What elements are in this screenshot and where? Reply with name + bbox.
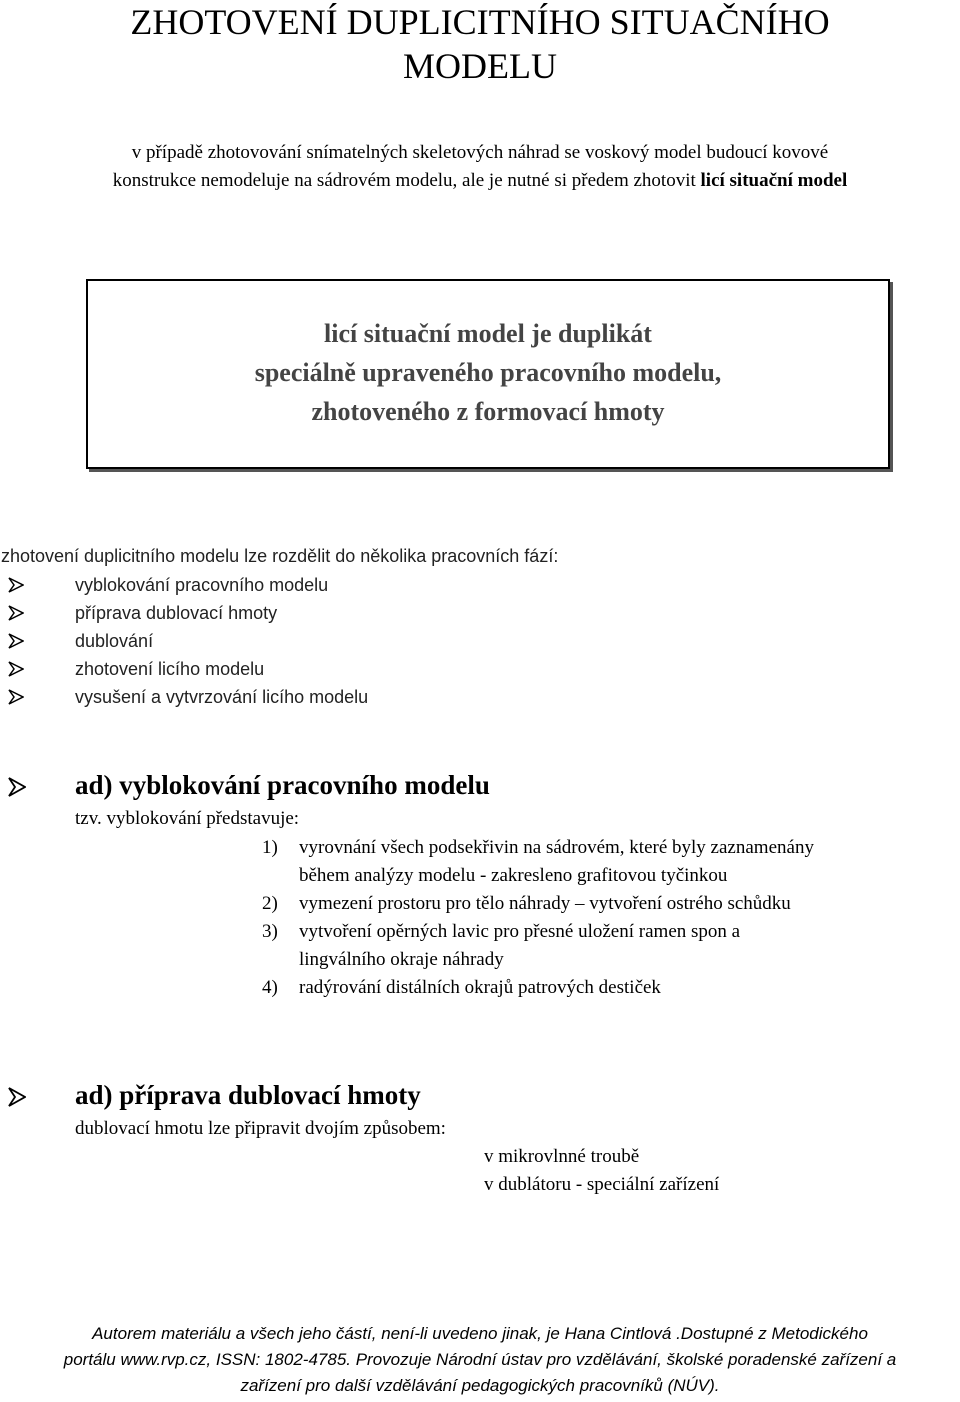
phases-list <box>8 571 368 711</box>
list-item <box>262 834 814 890</box>
section-1-heading-text: ad) vyblokování pracovního modelu <box>75 770 490 800</box>
arrow-bullet-icon <box>8 1087 26 1107</box>
title-line-2: MODELU <box>403 46 557 86</box>
arrow-bullet-icon <box>8 577 24 593</box>
arrow-bullet-icon <box>8 777 26 797</box>
list-item-line: během analýzy modelu - zakresleno grafitovou tyčinkou <box>299 865 728 886</box>
title-line-1: ZHOTOVENÍ DUPLICITNÍHO SITUAČNÍHO <box>130 2 830 42</box>
section-2-option-1: v mikrovlnné troubě <box>484 1146 640 1167</box>
list-item <box>8 655 368 683</box>
list-item <box>8 599 368 627</box>
footer-line-1: Autorem materiálu a všech jeho částí, není-li uvedeno jinak, je Hana Cintlová .Dostupné z Metodického <box>92 1324 868 1343</box>
phases-intro: zhotovení duplicitního modelu lze rozdělit do několika pracovních fází: <box>1 546 559 566</box>
list-item-line: vyrovnání všech podsekřivin na sádrovém, které byly zaznamenány <box>299 837 814 858</box>
section-2-option-2: v dublátoru - speciální zařízení <box>484 1174 720 1195</box>
section-1-heading <box>8 770 490 801</box>
list-item-line: vymezení prostoru pro tělo náhrady – vytvoření ostrého schůdku <box>299 893 791 914</box>
arrow-bullet-icon <box>8 633 24 649</box>
arrow-bullet-icon <box>8 689 24 705</box>
section-1-intro: tzv. vyblokování představuje: <box>75 808 300 829</box>
footer-line-2: portálu www.rvp.cz, ISSN: 1802-4785. Provozuje Národní ústav pro vzdělávání, školské poradenské zařízení a <box>63 1350 897 1369</box>
intro-line-2-text: konstrukce nemodeluje na sádrovém modelu, ale je nutné si předem zhotovit <box>112 170 701 191</box>
list-item <box>8 627 368 655</box>
list-item-line: lingválního okraje náhrady <box>299 949 504 970</box>
list-item-number: 3) <box>262 921 278 942</box>
definition-line-1: licí situační model je duplikát <box>324 319 652 348</box>
definition-line-3: zhotoveného z formovací hmoty <box>311 397 665 426</box>
definition-line-2: speciálně upraveného pracovního modelu, <box>254 358 722 387</box>
footer-credits <box>0 1321 960 1399</box>
list-item <box>8 571 368 599</box>
section-2-intro: dublovací hmotu lze připravit dvojím způsobem: <box>75 1118 446 1139</box>
page-title <box>0 0 960 88</box>
list-item-number: 2) <box>262 893 278 914</box>
arrow-bullet-icon <box>8 605 24 621</box>
list-item <box>262 890 814 918</box>
intro-line-2-bold: licí situační model <box>700 170 848 191</box>
section-2-heading-text: ad) příprava dublovací hmoty <box>75 1080 421 1110</box>
list-item-line: radýrování distálních okrajů patrových destiček <box>299 977 661 998</box>
list-item-label: příprava dublovací hmoty <box>75 603 278 623</box>
list-item <box>8 683 368 711</box>
list-item <box>262 918 814 974</box>
definition-box <box>86 279 890 469</box>
list-item-line: vytvoření opěrných lavic pro přesné uložení ramen spon a <box>299 921 741 942</box>
list-item-label: dublování <box>75 631 154 651</box>
arrow-bullet-icon <box>8 661 24 677</box>
list-item-number: 1) <box>262 837 278 858</box>
list-item-number: 4) <box>262 977 278 998</box>
intro-line-1: v případě zhotovování snímatelných skeletových náhrad se voskový model budoucí kovové <box>131 142 829 163</box>
intro-paragraph <box>0 139 960 195</box>
footer-line-3: zařízení pro další vzdělávání pedagogických pracovníků (NÚV). <box>240 1376 720 1395</box>
section-2-heading <box>8 1080 421 1111</box>
list-item-label: vysušení a vytvrzování licího modelu <box>75 687 369 707</box>
section-1-list <box>262 834 814 1002</box>
list-item <box>262 974 814 1002</box>
list-item-label: vyblokování pracovního modelu <box>75 575 329 595</box>
list-item-label: zhotovení licího modelu <box>75 659 265 679</box>
intro-line-2 <box>0 167 960 195</box>
